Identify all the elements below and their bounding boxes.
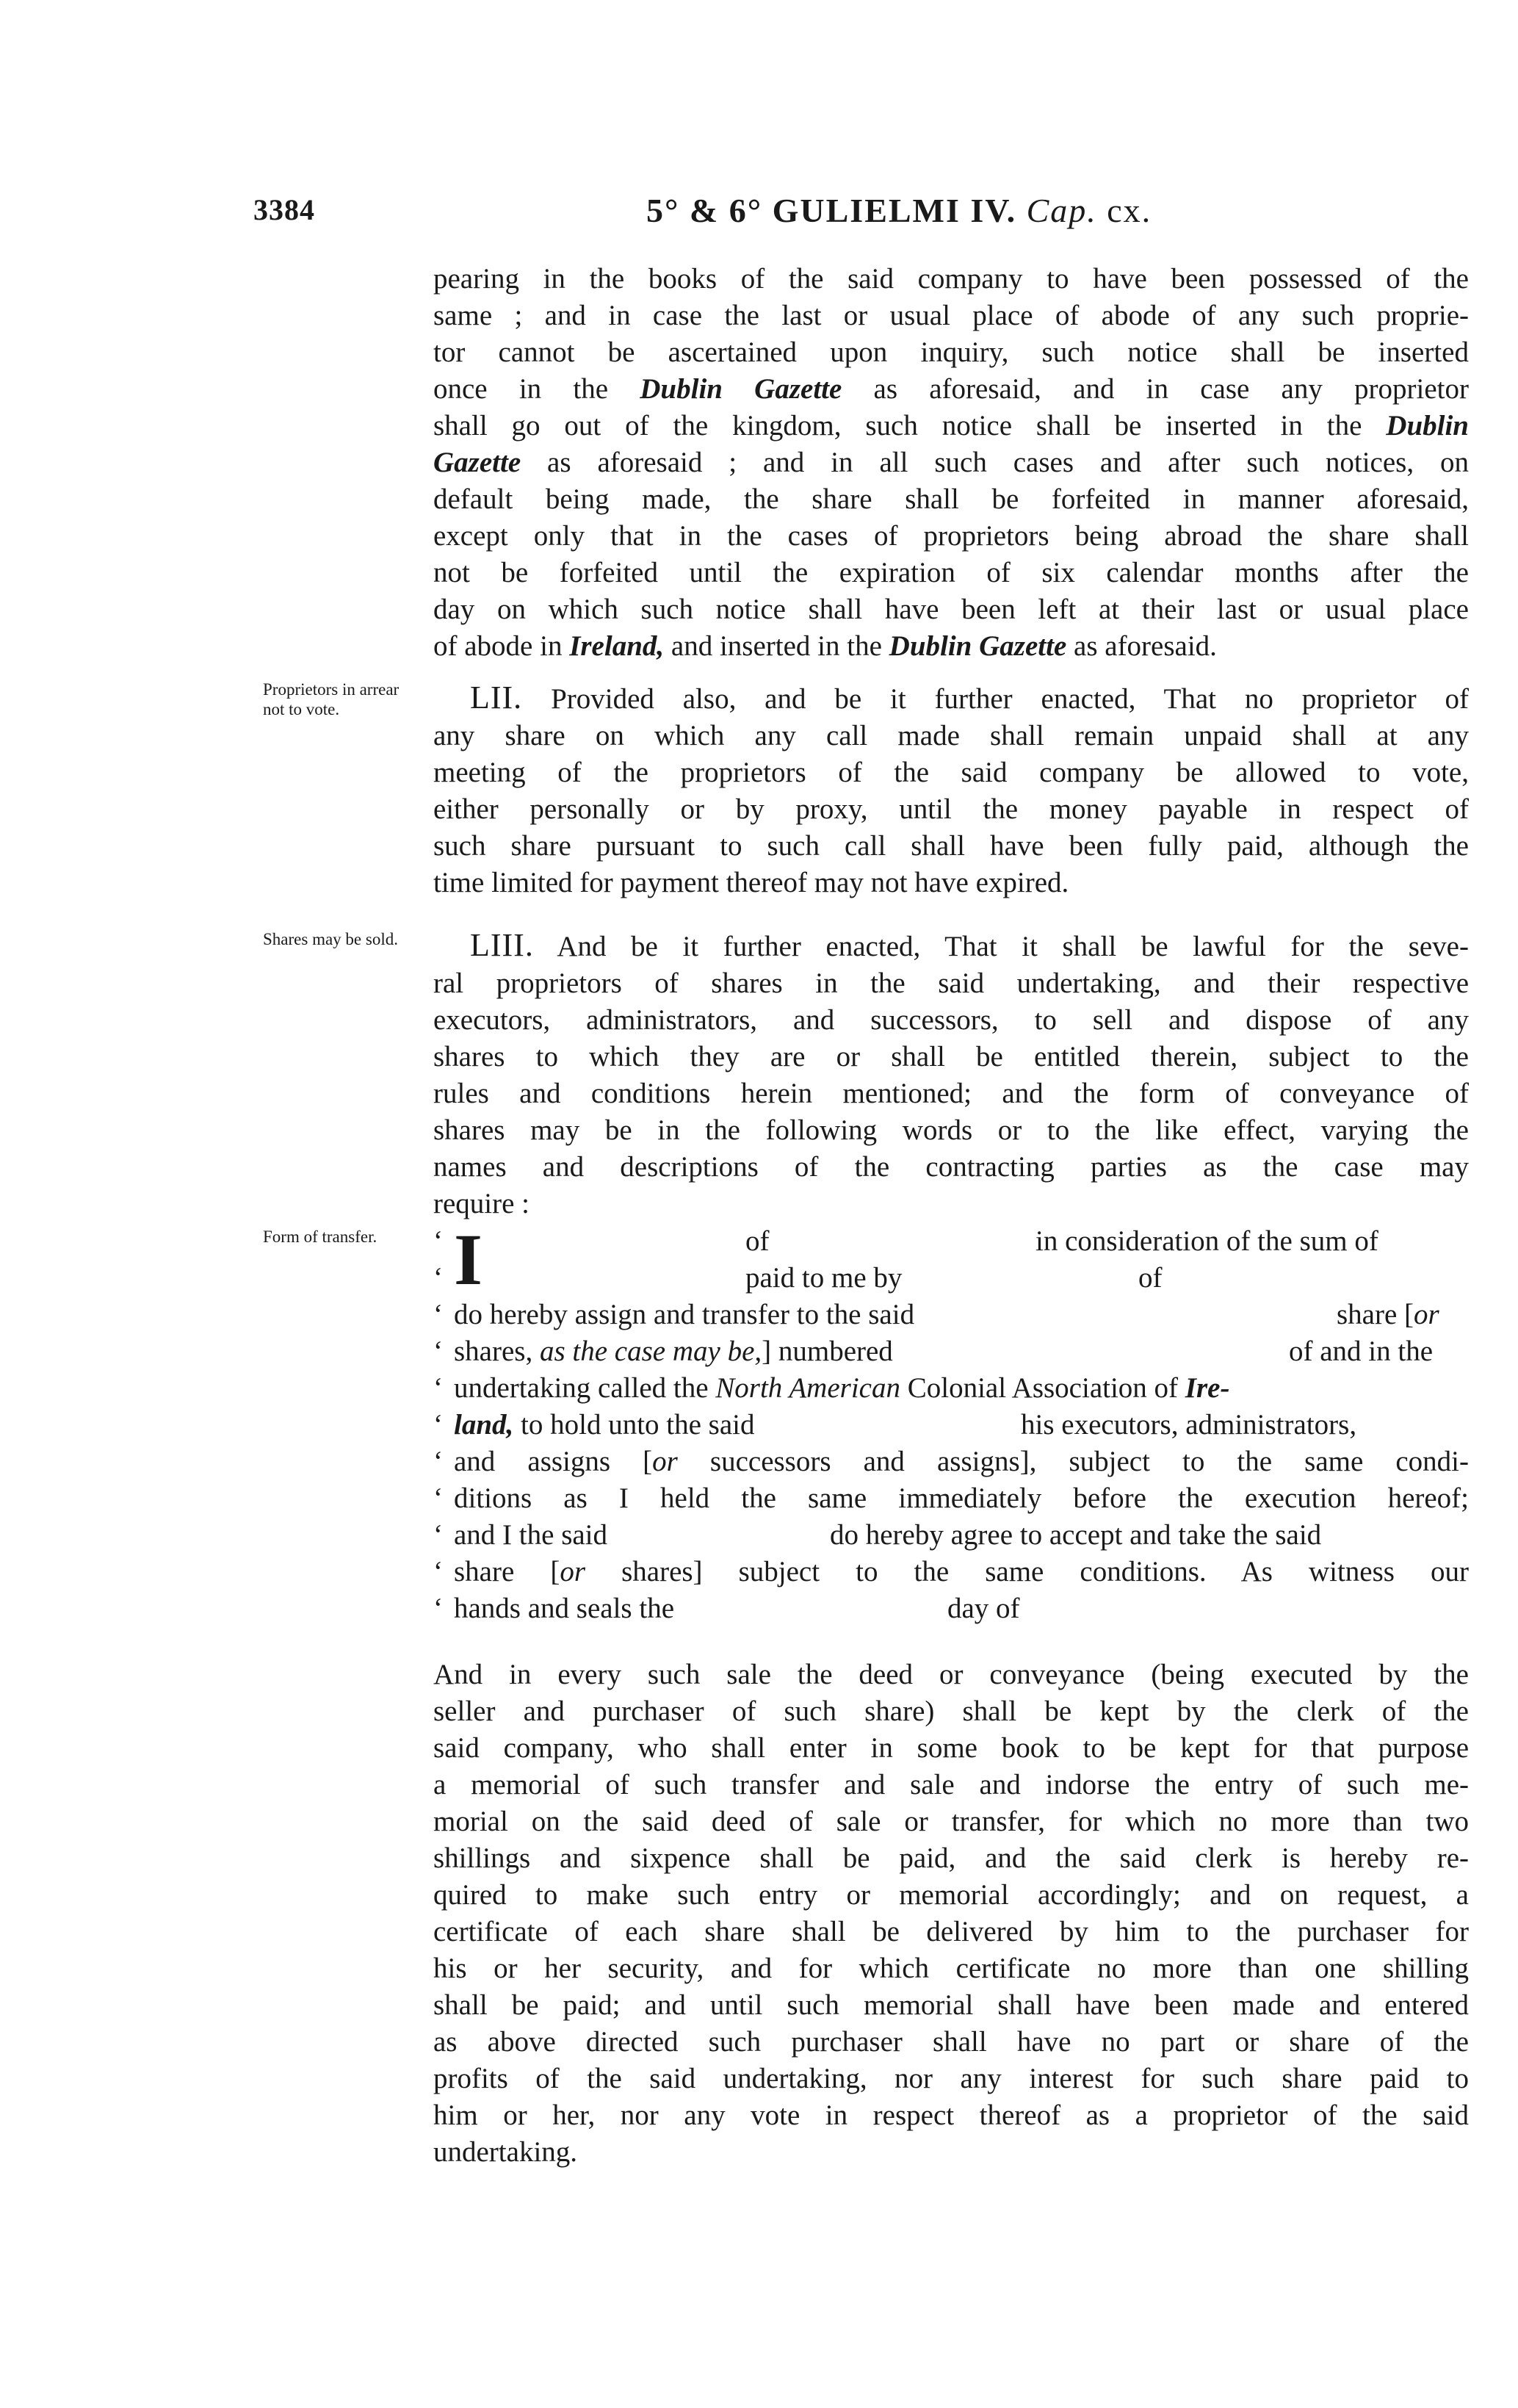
text-fragment: ] numbered — [762, 1335, 893, 1367]
text-line: shall be paid; and until such memorial shall have been made and entered — [433, 1989, 1469, 2021]
text-fragment: or — [560, 1556, 586, 1587]
text-fragment: and I the said — [454, 1519, 608, 1551]
text-fragment: of and in the — [1289, 1335, 1434, 1367]
text-fragment: as aforesaid ; and in all such cases and after such notices, on — [547, 447, 1469, 478]
text-fragment: in consideration of the sum of — [1036, 1225, 1378, 1257]
text-fragment: of — [745, 1225, 770, 1257]
quote-mark: ‘ — [433, 1225, 443, 1257]
form-row — [433, 1480, 1469, 1517]
text-line: time limited for payment thereof may not have expired. — [433, 867, 1069, 898]
text-line: And in every such sale the deed or conveyance (being executed by the — [433, 1659, 1469, 1690]
text-fragment: undertaking called the — [454, 1372, 709, 1404]
text-fragment — [454, 1370, 1229, 1407]
text-line: as above directed such purchaser shall have no part or share of the — [433, 2026, 1469, 2058]
margin-note-proprietors-in-arrear: Proprietors in arrear not to vote. — [263, 680, 400, 718]
text-line: shares may be in the following words or to the like effect, varying the — [433, 1114, 1469, 1146]
text-fragment: share [ — [1337, 1299, 1414, 1330]
text-line: quired to make such entry or memorial accordingly; and on request, a — [433, 1879, 1469, 1911]
text-line: said company, who shall enter in some book to be kept for that purpose — [433, 1732, 1469, 1764]
transfer-form — [433, 1219, 1470, 1627]
text-line: ral proprietors of shares in the said undertaking, and their respective — [433, 967, 1469, 999]
text-fragment: as aforesaid. — [1074, 630, 1217, 662]
text-line: day on which such notice shall have been left at their last or usual place — [433, 594, 1469, 625]
text-line: except only that in the cases of proprietors being abroad the share shall — [433, 520, 1469, 552]
text-line — [433, 679, 1469, 718]
text-line: meeting of the proprietors of the said company be allowed to vote, — [433, 757, 1469, 788]
place-name: Ire- — [1185, 1372, 1230, 1404]
text-fragment: And be it further enacted, That it shall be lawful for the seve- — [557, 931, 1469, 962]
margin-note-shares-may-be-sold: Shares may be sold. — [263, 930, 398, 948]
text-line: executors, administrators, and successors, to sell and dispose of any — [433, 1004, 1469, 1036]
form-row — [433, 1517, 1469, 1554]
publication-name: Gazette — [433, 447, 521, 478]
text-fragment: shares, — [454, 1335, 533, 1367]
quote-mark: ‘ — [433, 1262, 443, 1294]
form-row — [433, 1333, 1469, 1370]
text-fragment: to hold unto the said — [521, 1409, 755, 1441]
text-line: such share pursuant to such call shall have been fully paid, although the — [433, 830, 1469, 862]
text-line: require : — [433, 1188, 530, 1219]
text-fragment — [454, 1407, 755, 1443]
text-fragment: Provided also, and be it further enacted, That no proprietor of — [551, 683, 1469, 715]
text-fragment: shall go out of the kingdom, such notice shall be inserted in the — [433, 410, 1362, 441]
place-name: land, — [454, 1409, 514, 1441]
quote-mark: ‘ — [433, 1409, 443, 1441]
text-fragment: his executors, administrators, — [1021, 1409, 1357, 1441]
running-head-cap: Cap. — [1026, 192, 1097, 229]
text-line: morial on the said deed of sale or transfer, for which no more than two — [433, 1806, 1469, 1837]
quote-mark: ‘ — [433, 1335, 443, 1367]
quote-mark: ‘ — [433, 1446, 443, 1477]
continuation-paragraph — [433, 261, 1469, 665]
text-fragment: or — [652, 1446, 678, 1477]
section-52 — [433, 679, 1469, 901]
place-name: Ireland, — [569, 630, 665, 662]
form-row — [433, 1590, 1469, 1627]
quote-mark: ‘ — [433, 1299, 443, 1330]
text-line: undertaking. — [433, 2136, 578, 2168]
association-name: North American — [715, 1372, 900, 1404]
form-row — [433, 1297, 1469, 1333]
text-fragment — [454, 1443, 1469, 1480]
text-fragment: paid to me by — [745, 1262, 903, 1294]
text-line — [433, 927, 1469, 965]
text-line: rules and conditions herein mentioned; and the form of conveyance of — [433, 1078, 1469, 1109]
text-line: his or her security, and for which certificate no more than one shilling — [433, 1953, 1469, 1984]
text-line: same ; and in case the last or usual place of abode of any such proprie- — [433, 300, 1469, 331]
text-line: pearing in the books of the said company to have been possessed of the — [433, 263, 1469, 295]
text-fragment: shares] subject to the same conditions. As witness our — [621, 1556, 1470, 1587]
text-fragment — [1337, 1297, 1439, 1333]
text-fragment: or — [1414, 1299, 1439, 1330]
quote-mark: ‘ — [433, 1482, 443, 1514]
text-fragment: Colonial Association of — [907, 1372, 1179, 1404]
text-line: a memorial of such transfer and sale and indorse the entry of such me- — [433, 1769, 1469, 1800]
text-fragment: of abode in — [433, 630, 563, 662]
text-line: certificate of each share shall be delivered by him to the purchaser for — [433, 1916, 1469, 1947]
text-line — [433, 628, 1469, 665]
page-number: 3384 — [253, 193, 315, 226]
text-fragment: of — [1138, 1262, 1163, 1294]
drop-cap: I — [454, 1219, 482, 1300]
form-row — [433, 1370, 1469, 1407]
text-line: tor cannot be ascertained upon inquiry, such notice shall be inserted — [433, 336, 1469, 368]
text-fragment: hands and seals the — [454, 1593, 675, 1624]
quote-mark: ‘ — [433, 1372, 443, 1404]
text-fragment: day of — [947, 1593, 1020, 1624]
section-number: LII. — [470, 679, 523, 715]
text-fragment — [454, 1333, 893, 1370]
text-line — [433, 408, 1469, 444]
text-line: seller and purchaser of such share) shall be kept by the clerk of the — [433, 1695, 1469, 1727]
quote-mark: ‘ — [433, 1593, 443, 1624]
text-fragment — [454, 1554, 1469, 1590]
text-fragment: successors and assigns], subject to the same condi- — [709, 1446, 1469, 1477]
running-head-title: 5° & 6° GULIELMI IV. — [646, 192, 1017, 229]
text-line: default being made, the share shall be forfeited in manner aforesaid, — [433, 483, 1469, 515]
text-fragment: as the case may be, — [539, 1335, 762, 1367]
text-line: either personally or by proxy, until the money payable in respect of — [433, 793, 1469, 825]
text-fragment: ditions as I held the same immediately before the execution hereof; — [454, 1482, 1469, 1514]
closing-paragraph — [433, 1657, 1469, 2171]
text-fragment: once in the — [433, 373, 609, 405]
text-fragment: and assigns [ — [454, 1446, 653, 1477]
quote-mark: ‘ — [433, 1519, 443, 1551]
publication-name: Dublin Gazette — [640, 373, 842, 405]
running-head-chapter: cx. — [1107, 192, 1152, 229]
section-number: LIII. — [470, 927, 534, 963]
text-line: any share on which any call made shall remain unpaid shall at any — [433, 720, 1469, 751]
text-line: profits of the said undertaking, nor any interest for such share paid to — [433, 2063, 1469, 2094]
text-fragment: and inserted in the — [671, 630, 882, 662]
text-line: names and descriptions of the contracting parties as the case may — [433, 1151, 1469, 1183]
section-53 — [433, 927, 1469, 1222]
publication-name: Dublin Gazette — [889, 630, 1067, 662]
running-head — [646, 191, 1152, 230]
text-fragment: do hereby agree to accept and take the said — [830, 1519, 1322, 1551]
text-fragment: share [ — [454, 1556, 560, 1587]
form-row — [433, 1407, 1469, 1443]
text-line: not be forfeited until the expiration of six calendar months after the — [433, 557, 1469, 588]
text-fragment: do hereby assign and transfer to the said — [454, 1299, 915, 1330]
text-line — [433, 371, 1469, 408]
form-row — [433, 1443, 1469, 1480]
publication-name: Dublin — [1386, 410, 1469, 441]
text-line: shares to which they are or shall be entitled therein, subject to the — [433, 1041, 1469, 1073]
margin-note-form-of-transfer: Form of transfer. — [263, 1228, 377, 1246]
text-line: him or her, nor any vote in respect thereof as a proprietor of the said — [433, 2099, 1469, 2131]
text-line: shillings and sixpence shall be paid, and the said clerk is hereby re- — [433, 1842, 1469, 1874]
form-row — [433, 1554, 1469, 1590]
quote-mark: ‘ — [433, 1556, 443, 1587]
text-fragment: as aforesaid, and in case any proprietor — [873, 373, 1469, 405]
text-line — [433, 444, 1469, 481]
form-row — [433, 1260, 1469, 1297]
